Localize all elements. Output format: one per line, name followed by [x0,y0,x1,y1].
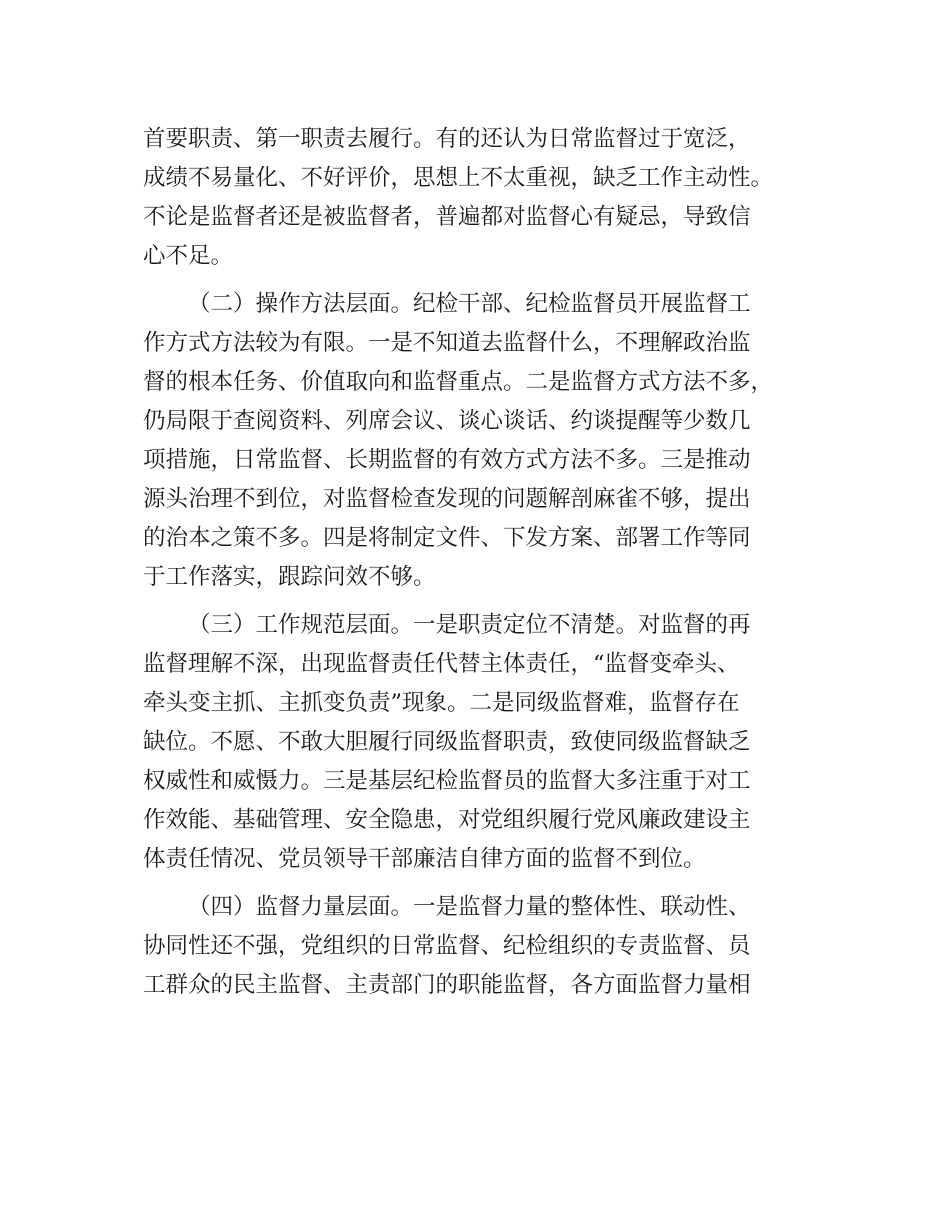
text-line: （二）操作方法层面。纪检干部、纪检监督员开展监督工 [188,291,751,317]
text-line: （四）监督力量层面。一是监督力量的整体性、联动性、 [188,894,751,920]
text-line: 工群众的民主监督、主责部门的职能监督，各方面监督力量相 [143,972,751,998]
text-line: 监督理解不深，出现监督责任代替主体责任，“监督变牵头、 [143,651,740,677]
text-line: 牵头变主抓、主抓变负责”现象。二是同级监督难，监督存在 [143,690,740,716]
text-line: （三）工作规范层面。一是职责定位不清楚。对监督的再 [188,612,751,638]
text-line: 源头治理不到位，对监督检查发现的问题解剖麻雀不够，提出 [143,486,751,512]
text-line: 心不足。 [143,243,234,269]
text-line: 作效能、基础管理、安全隐患，对党组织履行党风廉政建设主 [143,807,751,833]
text-line: 权威性和威慑力。三是基层纪检监督员的监督大多注重于对工 [143,768,751,794]
text-line: 作方式方法较为有限。一是不知道去监督什么，不理解政治监 [143,330,751,356]
text-line: 仍局限于查阅资料、列席会议、谈心谈话、约谈提醒等少数几 [143,408,751,434]
text-line: 缺位。不愿、不敢大胆履行同级监督职责，致使同级监督缺乏 [143,729,751,755]
text-line: 督的根本任务、价值取向和监督重点。二是监督方式方法不多， [143,369,774,395]
text-line: 于工作落实，跟踪问效不够。 [143,564,436,590]
text-line: 协同性还不强，党组织的日常监督、纪检组织的专责监督、员 [143,933,751,959]
paragraph-4 [143,888,823,1005]
text-line: 不论是监督者还是被监督者，普遍都对监督心有疑忌，导致信 [143,204,751,230]
paragraph-1 [143,120,823,276]
document-body [143,120,823,1014]
paragraph-2 [143,285,823,597]
text-line: 体责任情况、党员领导干部廉洁自律方面的监督不到位。 [143,846,706,872]
text-line: 的治本之策不多。四是将制定文件、下发方案、部署工作等同 [143,525,751,551]
text-line: 首要职责、第一职责去履行。有的还认为日常监督过于宽泛， [143,126,751,152]
text-line: 成绩不易量化、不好评价，思想上不太重视，缺乏工作主动性。 [143,165,774,191]
text-line: 项措施，日常监督、长期监督的有效方式方法不多。三是推动 [143,447,751,473]
paragraph-3 [143,606,823,879]
